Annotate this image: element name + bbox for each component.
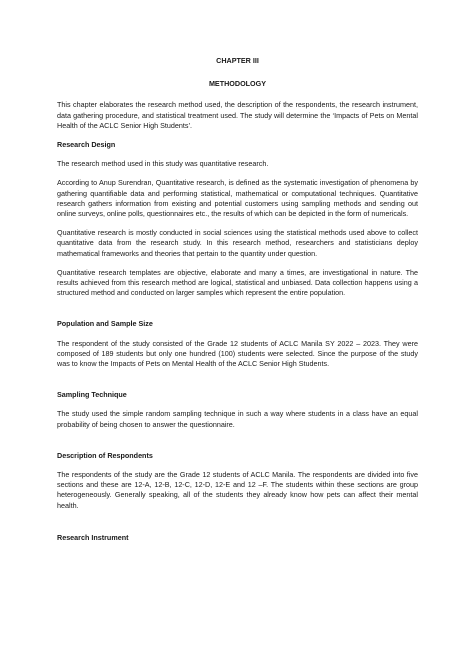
population-heading: Population and Sample Size [57, 319, 153, 329]
chapter-title: METHODOLOGY [208, 79, 267, 89]
respondents-paragraph: The respondents of the study are the Grade 12 students of ACLC Manila. The respondents are divided into five sections and these are 12-A, 12-B, 12-C, 12-D, 12-E and 12 –F. The students within these sections are group heterogeneously. Generally speaking, all of the students they already know how pets can affect their mental health. [57, 470, 418, 510]
research-instrument-heading: Research Instrument [57, 532, 129, 542]
sampling-paragraph: The study used the simple random sampling technique in such a way where students in a class have an equal probability of being chosen to answer the questionnaire. [57, 409, 418, 429]
research-design-paragraph-2: According to Anup Surendran, Quantitative research, is defined as the systematic investigation of phenomena by gathering quantifiable data and performing statistical, mathematical or computational techniques. Quantitative research gathers information from existing and potential customers using sampling methods and sending out online surveys, online polls, questionnaires etc., the results of which can be depicted in the form of numericals. [57, 178, 418, 219]
chapter-number: CHAPTER III [216, 56, 259, 65]
research-design-paragraph-4: Quantitative research templates are objective, elaborate and many a times, are investigational in nature. The results achieved from this research method are logical, statistical and unbiased. Data collection happens using a structured method and conducted on larger samples which represent the entire population. [57, 267, 418, 298]
intro-paragraph: This chapter elaborates the research method used, the description of the respondents, the research instrument, data gathering procedure, and statistical treatment used. The study will determine the ‘Impacts of Pets on Mental Health of the ACLC Senior High Students’. [57, 100, 418, 130]
population-paragraph: The respondent of the study consisted of the Grade 12 students of ACLC Manila SY 2022 – 2023. They were composed of 189 students but only one hundred (100) students were selected. Since the purpose of the study was to know the Impacts of Pets on Mental Health of the ACLC Senior High Students. [57, 338, 418, 369]
research-design-paragraph-3: Quantitative research is mostly conducted in social sciences using the statistical methods used above to collect quantitative data from the research study. In this research method, researchers and statisticians deploy mathematical frameworks and theories that pertain to the quantity under question. [57, 228, 418, 258]
research-design-paragraph-1: The research method used in this study was quantitative research. [57, 159, 269, 169]
respondents-heading: Description of Respondents [57, 450, 153, 460]
sampling-heading: Sampling Technique [57, 390, 127, 400]
research-design-heading: Research Design [57, 140, 116, 150]
